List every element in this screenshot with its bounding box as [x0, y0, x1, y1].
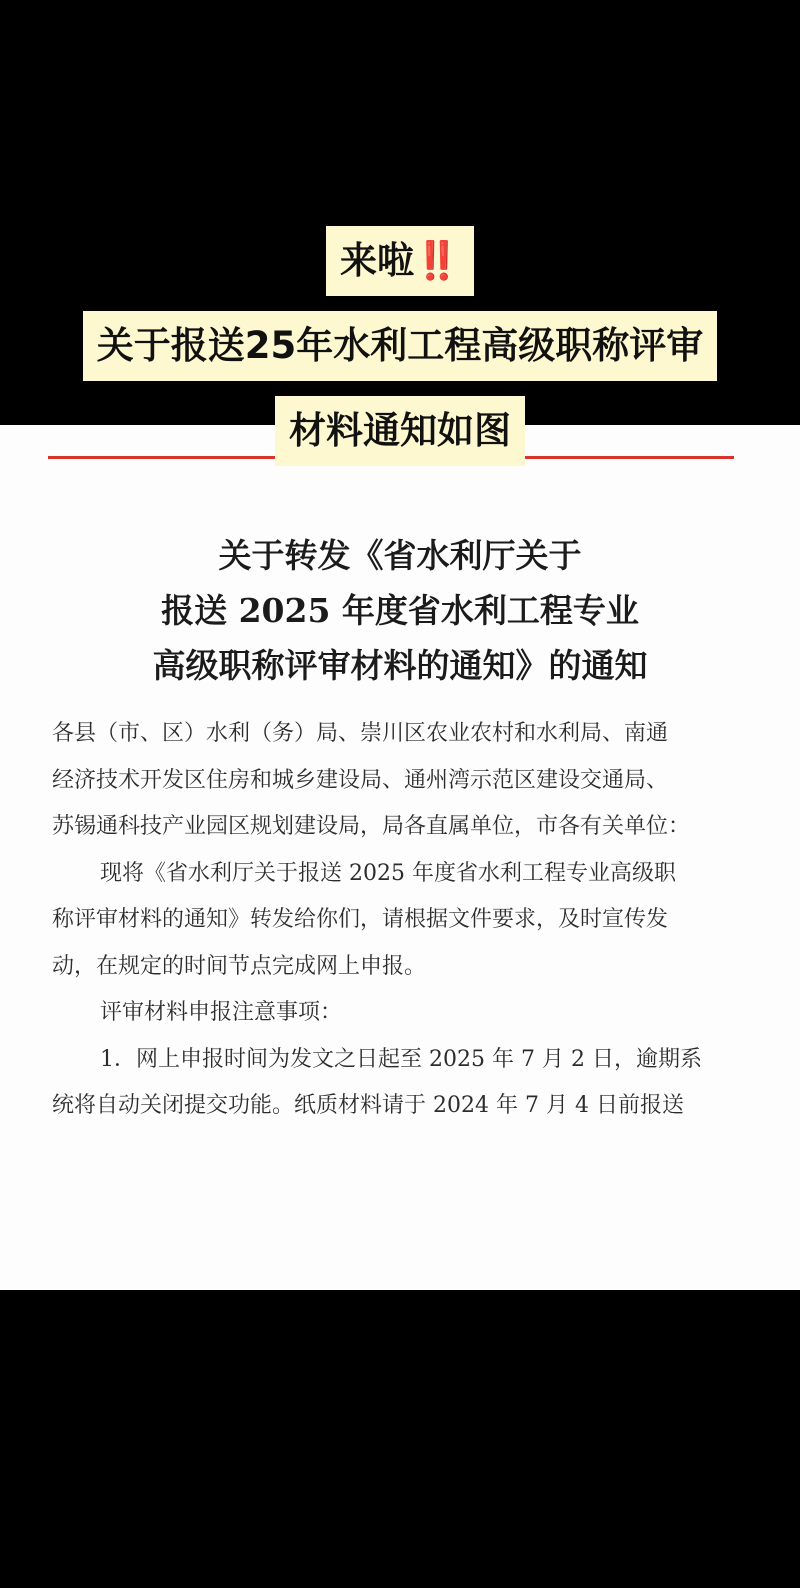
title-line: 报送 2025 年度省水利工程专业 [161, 591, 639, 630]
overlay-caption-1 [0, 226, 800, 296]
title-line: 高级职称评审材料的通知》的通知 [152, 646, 648, 685]
body-line: 评审材料申报注意事项： [100, 1000, 343, 1025]
caption-pill [326, 226, 474, 296]
body-line: 各县（市、区）水利（务）局、崇川区农业农村和水利局、南通 [52, 721, 669, 746]
overlay-caption-2 [0, 311, 800, 381]
caption-pill: 材料通知如图 [275, 396, 525, 466]
document-title [0, 528, 800, 693]
caption-text: 来啦 [339, 239, 414, 282]
body-line: 现将《省水利厅关于报送 2025 年度省水利工程专业高级职 [100, 860, 676, 886]
title-line: 关于转发《省水利厅关于 [218, 536, 582, 575]
body-line: 动，在规定的时间节点完成网上申报。 [52, 953, 427, 979]
double-exclamation-icon: ‼️ [413, 239, 461, 282]
body-line: 统将自动关闭提交功能。纸质材料请于 2024 年 7 月 4 日前报送 [52, 1093, 684, 1118]
body-line: 称评审材料的通知》转发给你们，请根据文件要求，及时宣传发 [52, 907, 669, 932]
document-photo [0, 425, 800, 1290]
document-body [52, 711, 752, 1130]
body-line: 苏锡通科技产业园区规划建设局，局各直属单位，市各有关单位： [52, 814, 691, 839]
body-line: 经济技术开发区住房和城乡建设局、通州湾示范区建设交通局、 [52, 767, 669, 793]
caption-pill: 关于报送25年水利工程高级职称评审 [83, 311, 718, 381]
overlay-caption-3 [0, 396, 800, 466]
body-line: 1．网上申报时间为发文之日起至 2025 年 7 月 2 日，逾期系 [100, 1046, 702, 1072]
